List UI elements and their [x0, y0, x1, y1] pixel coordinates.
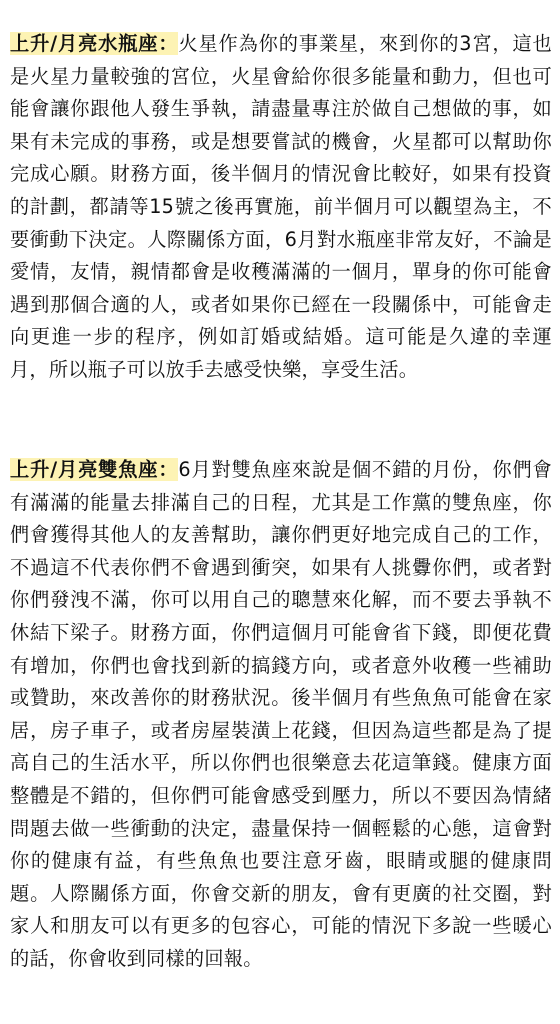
aquarius-section	[10, 28, 552, 387]
pisces-body: 6月對雙魚座來說是個不錯的月份，你們會有滿滿的能量去排滿自己的日程，尤其是工作黨的雙魚座，你們會獲得其他人的友善幫助，讓你們更好地完成自己的工作，不過這不代表你們不會遇到衝突，如果有人挑釁你們，或者對你們發洩不滿，你可以用自己的聰慧來化解，而不要去爭執不休結下梁子。財務方面，你們這個月可能會省下錢，即便花費有增加，你們也會找到新的搞錢方向，或者意外收穫一些補助或贊助，來改善你的財務狀況。後半個月有些魚魚可能會在家居，房子車子，或者房屋裝潢上花錢，但因為這些都是為了提高自己的生活水平，所以你們也很樂意去花這筆錢。健康方面整體是不錯的，但你們可能會感受到壓力，所以不要因為情緒問題去做一些衝動的決定，盡量保持一個輕鬆的心態，這會對你的健康有益，有些魚魚也要注意牙齒，眼睛或腿的健康問題。人際關係方面，你會交新的朋友，會有更廣的社交圈，對家人和朋友可以有更多的包容心，可能的情況下多說一些暖心的話，你會收到同樣的回報。	[10, 458, 552, 970]
pisces-section	[10, 454, 552, 976]
aquarius-body: 火星作為你的事業星，來到你的3宮，這也是火星力量較強的宮位，火星會給你很多能量和動力，但也可能會讓你跟他人發生爭執，請盡量專注於做自己想做的事，如果有未完成的事務，或是想要嘗試的機會，火星都可以幫助你完成心願。財務方面，後半個月的情況會比較好，如果有投資的計劃，都請等15號之後再實施，前半個月可以觀望為主，不要衝動下決定。人際關係方面，6月對水瓶座非常友好，不論是愛情，友情，親情都會是收穫滿滿的一個月，單身的你可能會遇到那個合適的人，或者如果你已經在一段關係中，可能會走向更進一步的程序，例如訂婚或結婚。這可能是久違的幸運月，所以瓶子可以放手去感受快樂，享受生活。	[10, 32, 552, 381]
pisces-heading: 上升/月亮雙魚座：	[10, 458, 179, 481]
aquarius-heading: 上升/月亮水瓶座：	[10, 32, 179, 55]
